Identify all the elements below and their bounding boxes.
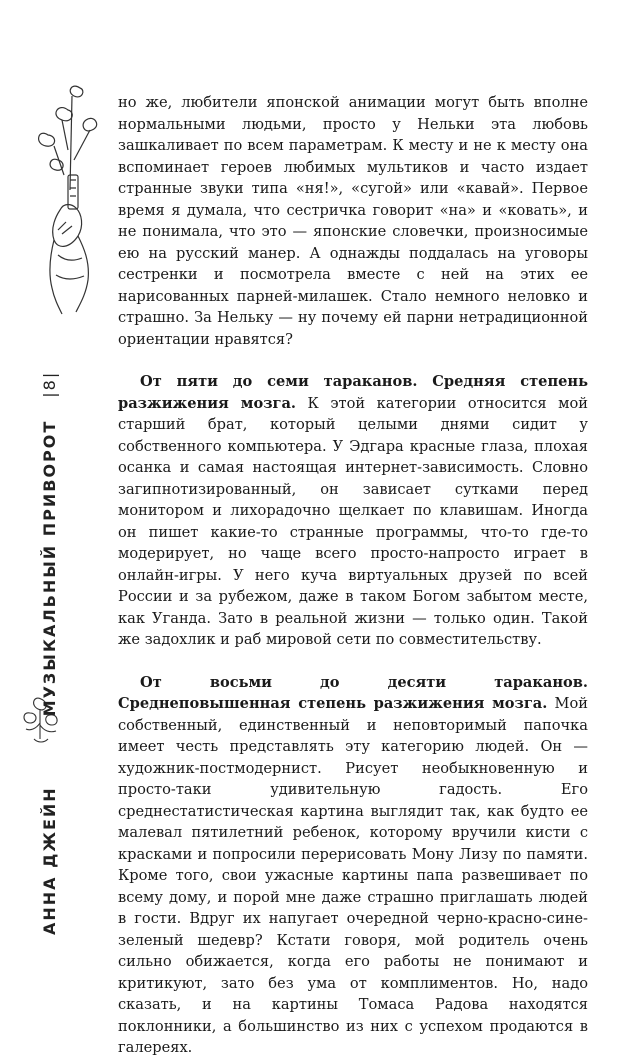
- paragraph: но же, любители японской анимации могут быть вполне нормальными людьми, просто у Нельки эта любовь зашкаливает по всем параметрам. К месту и не к месту она вспоминает героев любимых мультиков и часто издает странные звуки типа «ня!», «сугой» или «кавай». Первое время я думала, что сестричка говорит «на» и «ковать», и не понимала, что это — японские словечки, произносимые ею на русский манер. А однажды поддалась на уговоры сестренки и посмотрела вместе с ней на этих ее нарисованных парней-милашек. Стало немного неловко и страшно. За Нельку — ну почему ей парни нетрадиционной ориентации нравятся?: [118, 94, 588, 348]
- paragraph-heading: От пяти до семи тараканов. Средняя степень разжижения мозга.: [118, 373, 588, 412]
- book-title: МУЗЫКАЛЬНЫЙ ПРИВОРОТ: [40, 419, 59, 717]
- paragraph-heading: От восьми до десяти тараканов. Среднеповышенная степень разжижения мозга.: [118, 673, 588, 712]
- page-number: |8|: [40, 370, 59, 398]
- hand-flowers-ornament-icon: [28, 80, 108, 320]
- paragraph: От восьми до десяти тараканов. Среднеповышенная степень разжижения мозга. Мой собственный, единственный и неповторимый папочка имеет честь представлять эту категорию людей. Он — художник-постмодернист. Рисует необыкновенную и просто-таки удивительную гадость. Его среднестатистическая картина выглядит так, как будто ее малевал пятилетний ребенок, которому вручили кисти с красками и попросили перерисовать Мону Лизу по памяти. Кроме того, свои ужасные картины папа развешивает по всему дому, и порой мне даже страшно приглашать людей в гости. Вдруг их напугает очередной черно-красно-сине-зеленый шедевр? Кстати говоря, мой родитель очень сильно обижается, когда его работы не понимают и критикуют, зато без ума от комплиментов. Но, надо сказать, и на картины Томаса Радова находятся поклонники, а большинство из них с успехом продаются в галереях.: [118, 673, 588, 1056]
- body-text: [118, 92, 588, 1059]
- paragraph: От пяти до семи тараканов. Средняя степень разжижения мозга. К этой категории относится мой старший брат, который целыми днями сидит у собственного компьютера. У Эдгара красные глаза, плохая осанка и самая настоящая интернет-зависимость. Словно загипнотизированный, он зависает сутками перед монитором и лихорадочно щелкает по клавишам. Иногда он пишет какие-то странные программы, что-то где-то модерирует, но чаще всего просто-напросто играет в онлайн-игры. У него куча виртуальных друзей по всей России и за рубежом, даже в таком Богом забытом месте, как Уганда. Зато в реальной жизни — только один. Такой же задохлик и раб мировой сети по совместительству.: [118, 373, 588, 648]
- running-header: [40, 371, 59, 935]
- author-name: АННА ДЖЕЙН: [40, 786, 59, 935]
